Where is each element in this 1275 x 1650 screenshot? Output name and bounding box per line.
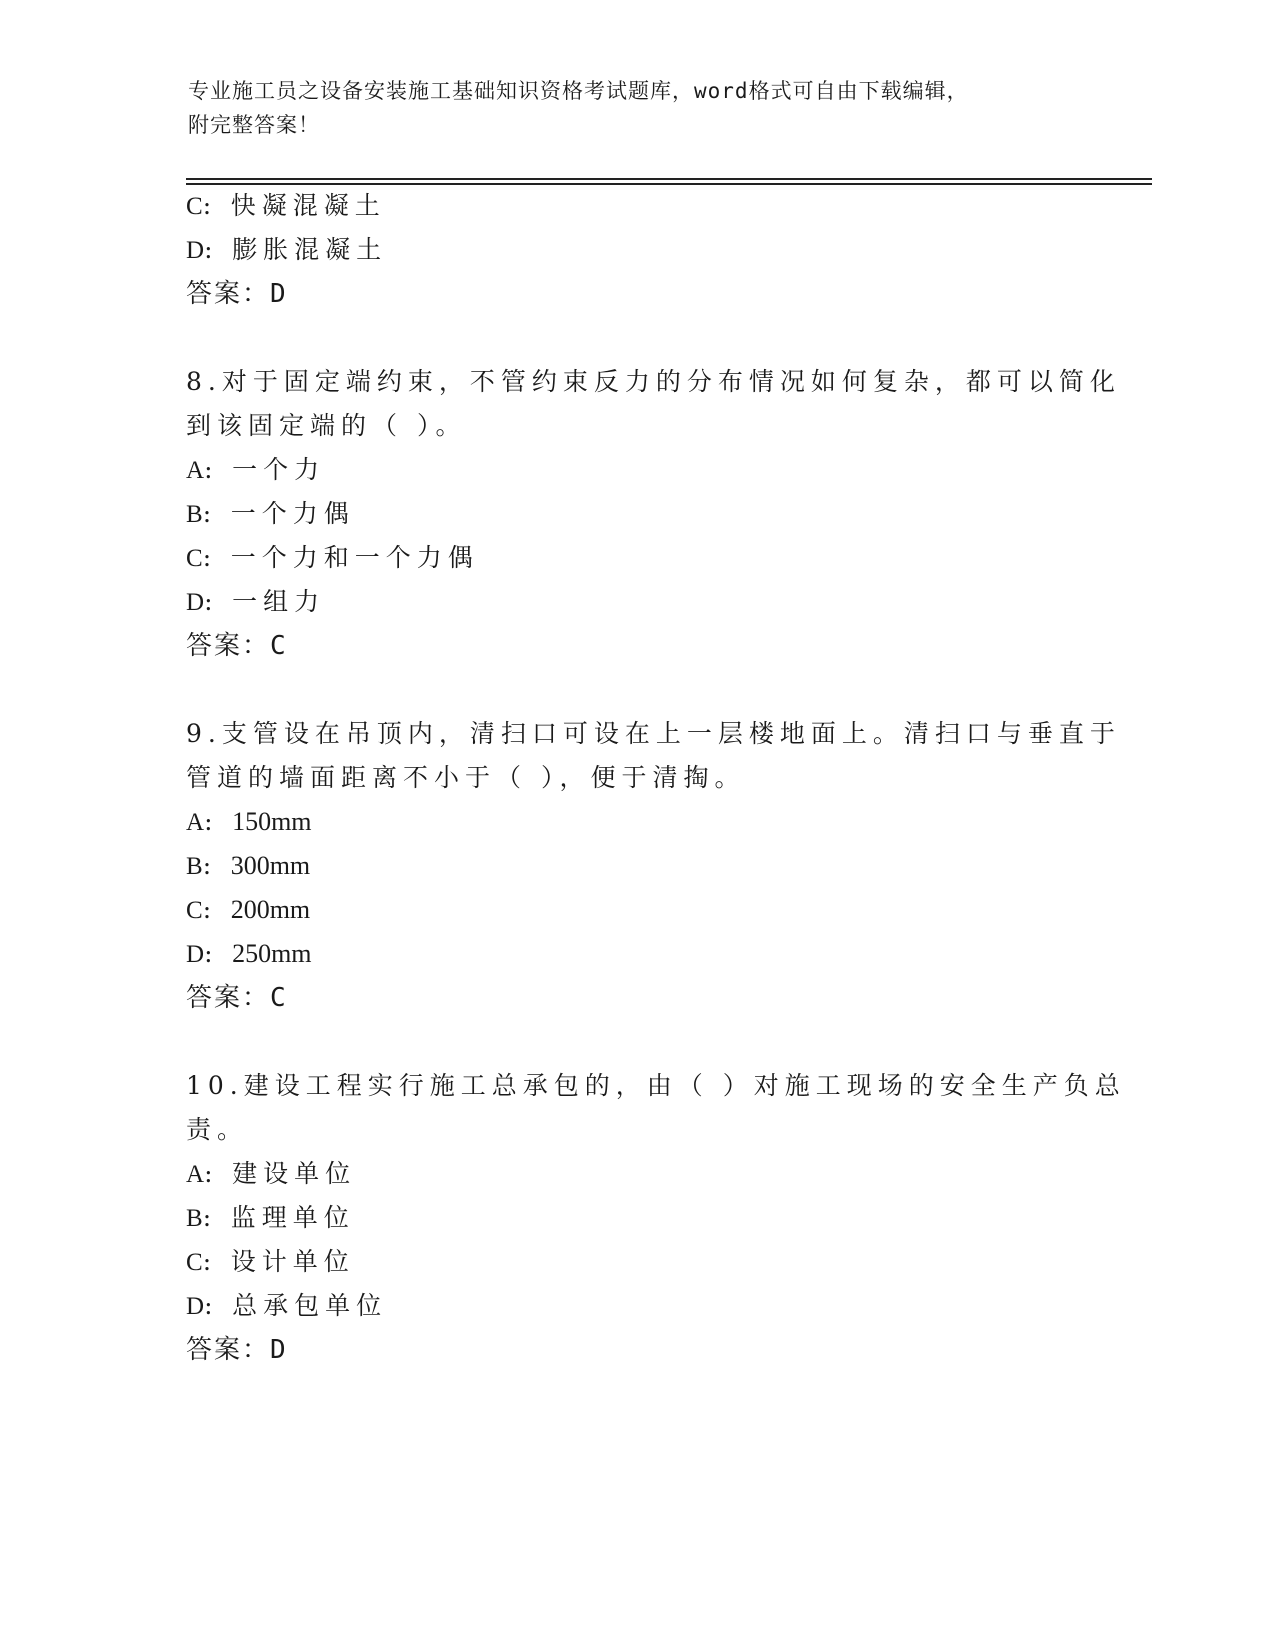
option-c: C: 200mm bbox=[186, 895, 311, 924]
header-divider-bottom bbox=[186, 183, 1152, 185]
option-d: D: 总承包单位 bbox=[186, 1291, 388, 1320]
answer-line: 答案：C bbox=[186, 631, 288, 661]
option-c: C: 快凝混凝土 bbox=[186, 191, 386, 220]
option-a: A: 建设单位 bbox=[186, 1159, 357, 1188]
answer-line: 答案：D bbox=[186, 279, 288, 309]
option-b: B: 一个力偶 bbox=[186, 499, 355, 528]
option-c: C: 一个力和一个力偶 bbox=[186, 543, 479, 572]
header-divider-top bbox=[186, 178, 1152, 180]
option-d: D: 膨胀混凝土 bbox=[186, 235, 388, 264]
question-9-stem-line-1: 9.支管设在吊顶内，清扫口可设在上一层楼地面上。清扫口与垂直于 bbox=[186, 719, 1121, 748]
question-8-stem-line-1: 8.对于固定端约束，不管约束反力的分布情况如何复杂，都可以简化 bbox=[186, 367, 1121, 396]
option-a: A: 150mm bbox=[186, 807, 312, 836]
option-c: C: 设计单位 bbox=[186, 1247, 355, 1276]
answer-line: 答案：C bbox=[186, 983, 288, 1013]
header-line-2: 附完整答案！ bbox=[188, 113, 320, 137]
question-10-stem-line-2: 责。 bbox=[186, 1115, 249, 1144]
answer-line: 答案：D bbox=[186, 1335, 288, 1365]
question-10-stem-line-1: 10.建设工程实行施工总承包的，由（ ）对施工现场的安全生产负总 bbox=[186, 1071, 1126, 1100]
option-b: B: 监理单位 bbox=[186, 1203, 355, 1232]
header-line-1: 专业施工员之设备安装施工基础知识资格考试题库，word格式可自由下载编辑， bbox=[188, 79, 969, 103]
option-d: D: 250mm bbox=[186, 939, 312, 968]
question-9-stem-line-2: 管道的墙面距离不小于（ ），便于清掏。 bbox=[186, 763, 746, 792]
option-a: A: 一个力 bbox=[186, 455, 326, 484]
option-b: B: 300mm bbox=[186, 851, 311, 880]
document-header bbox=[188, 74, 1068, 142]
option-d: D: 一组力 bbox=[186, 587, 326, 616]
question-8-stem-line-2: 到该固定端的（ ）。 bbox=[186, 411, 467, 440]
